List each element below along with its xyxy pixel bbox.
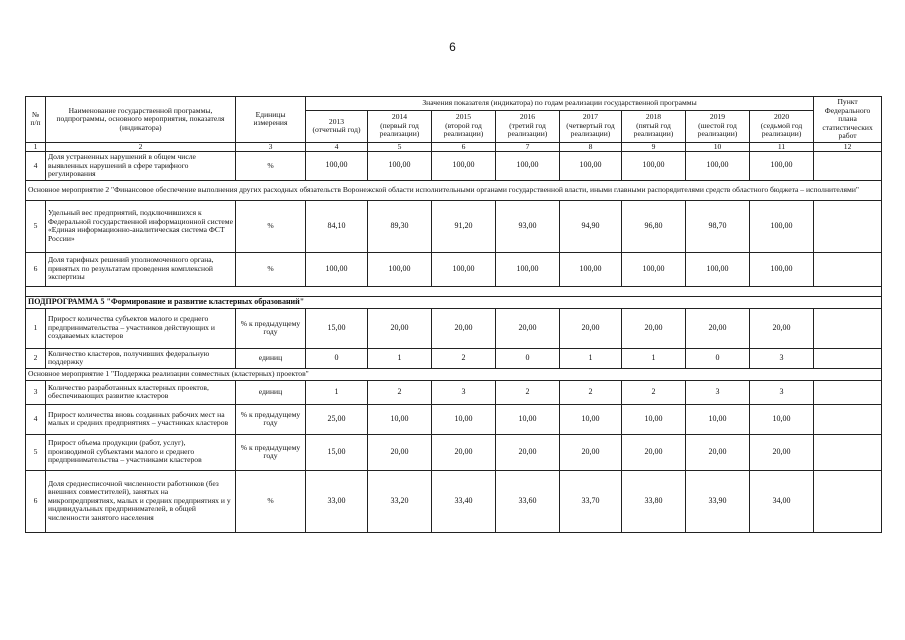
value-cell: 10,00	[368, 404, 432, 434]
indicator-name: Доля устраненных нарушений в общем числе выявленных нарушений в сфере тарифного регулирования	[46, 152, 236, 181]
value-cell: 20,00	[686, 434, 750, 470]
value-cell: 3	[750, 380, 814, 404]
value-cell: 2	[560, 380, 622, 404]
value-cell: 100,00	[496, 252, 560, 286]
row-number: 4	[26, 404, 46, 434]
row-number: 5	[26, 434, 46, 470]
value-cell: 20,00	[622, 434, 686, 470]
unit-cell: %	[236, 200, 306, 252]
column-number: 9	[622, 142, 686, 152]
indicators-table	[25, 96, 882, 533]
value-cell: 20,00	[496, 434, 560, 470]
value-cell: 10,00	[432, 404, 496, 434]
header-year-note: (шестой год реализации)	[697, 120, 738, 139]
plan-cell	[814, 308, 882, 348]
column-number: 12	[814, 142, 882, 152]
header-year-label: 2017	[582, 112, 599, 122]
value-cell: 100,00	[750, 152, 814, 181]
value-cell: 100,00	[686, 152, 750, 181]
value-cell: 100,00	[750, 252, 814, 286]
value-cell: 10,00	[686, 404, 750, 434]
value-cell: 20,00	[750, 308, 814, 348]
header-year-2014	[368, 110, 432, 142]
header-unit: Единицы измерения	[236, 97, 306, 143]
value-cell: 96,80	[622, 200, 686, 252]
value-cell: 33,40	[432, 470, 496, 532]
indicator-name: Доля среднесписочной численности работников (без внешних совместителей), занятых на микропредприятиях, малых и средних предприятиях и у индивидуальных предпринимателей, в общей численности занятого населения	[46, 470, 236, 532]
column-number: 1	[26, 142, 46, 152]
empty-row	[26, 286, 882, 296]
table-row	[26, 470, 882, 532]
value-cell: 94,90	[560, 200, 622, 252]
table-row	[26, 308, 882, 348]
value-cell: 2	[496, 380, 560, 404]
value-cell: 33,90	[686, 470, 750, 532]
indicator-name: Количество кластеров, получивших федеральную поддержку	[46, 348, 236, 368]
table-row	[26, 286, 882, 296]
header-year-label: 2020	[773, 112, 790, 122]
header-name: Наименование государственной программы, подпрограммы, основного мероприятия, показателя (индикатора)	[46, 97, 236, 143]
header-year-label: 2015	[455, 112, 472, 122]
value-cell: 91,20	[432, 200, 496, 252]
value-cell: 100,00	[622, 152, 686, 181]
header-plan: Пункт Федерального плана статистических работ	[814, 97, 882, 143]
column-number: 4	[306, 142, 368, 152]
plan-cell	[814, 404, 882, 434]
indicator-name: Доля тарифных решений уполномоченного органа, принятых по результатам проведения комплексной экспертизы	[46, 252, 236, 286]
row-number: 5	[26, 200, 46, 252]
value-cell: 0	[686, 348, 750, 368]
value-cell: 15,00	[306, 308, 368, 348]
value-cell: 10,00	[622, 404, 686, 434]
row-number: 4	[26, 152, 46, 181]
table-row	[26, 200, 882, 252]
value-cell: 1	[306, 380, 368, 404]
indicator-name: Прирост количества вновь созданных рабочих мест на малых и средних предприятиях – участниках кластеров	[46, 404, 236, 434]
header-year-label: 2018	[645, 112, 662, 122]
header-year-2018	[622, 110, 686, 142]
unit-cell: %	[236, 470, 306, 532]
value-cell: 10,00	[750, 404, 814, 434]
table-row	[26, 368, 882, 380]
plan-cell	[814, 200, 882, 252]
row-number: 2	[26, 348, 46, 368]
header-year-2016	[496, 110, 560, 142]
value-cell: 25,00	[306, 404, 368, 434]
plan-cell	[814, 380, 882, 404]
value-cell: 2	[622, 380, 686, 404]
value-cell: 100,00	[560, 152, 622, 181]
header-year-note: (пятый год реализации)	[633, 120, 674, 139]
header-year-label: 2016	[519, 112, 536, 122]
column-number: 5	[368, 142, 432, 152]
table-row	[26, 296, 882, 308]
value-cell: 100,00	[306, 152, 368, 181]
column-number: 2	[46, 142, 236, 152]
page-number: 6	[449, 40, 456, 54]
unit-cell: % к предыдущему году	[236, 308, 306, 348]
header-year-2015	[432, 110, 496, 142]
value-cell: 1	[622, 348, 686, 368]
column-number: 6	[432, 142, 496, 152]
header-year-2019	[686, 110, 750, 142]
value-cell: 33,60	[496, 470, 560, 532]
unit-cell: % к предыдущему году	[236, 434, 306, 470]
plan-cell	[814, 470, 882, 532]
value-cell: 20,00	[622, 308, 686, 348]
value-cell: 20,00	[368, 434, 432, 470]
header-year-note: (первый год реализации)	[379, 120, 420, 139]
value-cell: 100,00	[432, 252, 496, 286]
value-cell: 20,00	[686, 308, 750, 348]
value-cell: 3	[432, 380, 496, 404]
header-year-note: (второй год реализации)	[443, 120, 484, 139]
plan-cell	[814, 434, 882, 470]
table-row	[26, 152, 882, 181]
value-cell: 33,00	[306, 470, 368, 532]
row-number: 6	[26, 252, 46, 286]
plan-cell	[814, 252, 882, 286]
table-row	[26, 434, 882, 470]
value-cell: 20,00	[750, 434, 814, 470]
value-cell: 89,30	[368, 200, 432, 252]
value-cell: 20,00	[560, 308, 622, 348]
value-cell: 20,00	[432, 434, 496, 470]
value-cell: 20,00	[432, 308, 496, 348]
header-year-label: 2014	[391, 112, 408, 122]
header-year-note: (седьмой год реализации)	[760, 120, 803, 139]
row-number: 6	[26, 470, 46, 532]
value-cell: 0	[496, 348, 560, 368]
unit-cell: % к предыдущему году	[236, 404, 306, 434]
value-cell: 10,00	[496, 404, 560, 434]
unit-cell: %	[236, 152, 306, 181]
header-year-label: 2013	[328, 116, 345, 126]
value-cell: 33,20	[368, 470, 432, 532]
value-cell: 98,70	[686, 200, 750, 252]
indicator-name: Прирост объема продукции (работ, услуг), производимой субъектами малого и среднего предпринимательства – участниками кластеров	[46, 434, 236, 470]
value-cell: 2	[432, 348, 496, 368]
header-year-note: (отчетный год)	[312, 125, 361, 135]
table-row	[26, 404, 882, 434]
column-number: 8	[560, 142, 622, 152]
header-year-2013	[306, 110, 368, 142]
header-year-2017	[560, 110, 622, 142]
value-cell: 100,00	[560, 252, 622, 286]
table-row	[26, 252, 882, 286]
value-cell: 100,00	[496, 152, 560, 181]
unit-cell: %	[236, 252, 306, 286]
value-cell: 84,10	[306, 200, 368, 252]
value-cell: 33,70	[560, 470, 622, 532]
value-cell: 34,00	[750, 470, 814, 532]
measure-title: Основное мероприятие 2 "Финансовое обеспечение выполнения других расходных обязательств Воронежской области исполнительными органами государственной власти, иными главными распорядителями средств областного бюджета – исполнителями"	[26, 180, 882, 200]
value-cell: 20,00	[368, 308, 432, 348]
value-cell: 100,00	[368, 152, 432, 181]
header-year-label: 2019	[709, 112, 726, 122]
indicator-name: Количество разработанных кластерных проектов, обеспечивающих развитие кластеров	[46, 380, 236, 404]
header-num: № п/п	[26, 97, 46, 143]
value-cell: 100,00	[686, 252, 750, 286]
value-cell: 100,00	[368, 252, 432, 286]
column-number: 3	[236, 142, 306, 152]
indicator-name: Прирост количества субъектов малого и среднего предпринимательства – участников действующих и создаваемых кластеров	[46, 308, 236, 348]
row-number: 1	[26, 308, 46, 348]
unit-cell: единиц	[236, 348, 306, 368]
value-cell: 15,00	[306, 434, 368, 470]
column-number: 10	[686, 142, 750, 152]
indicator-name: Удельный вес предприятий, подключившихся к Федеральной государственной информационной системе «Единая информационно-аналитическая система ФСТ России»	[46, 200, 236, 252]
value-cell: 100,00	[750, 200, 814, 252]
table-row	[26, 348, 882, 368]
value-cell: 20,00	[496, 308, 560, 348]
plan-cell	[814, 348, 882, 368]
subprogram-title: ПОДПРОГРАММА 5 "Формирование и развитие кластерных образований"	[26, 296, 882, 308]
value-cell: 1	[368, 348, 432, 368]
header-year-note: (четвертый год реализации)	[566, 120, 615, 139]
value-cell: 100,00	[622, 252, 686, 286]
header-year-note: (третий год реализации)	[507, 120, 548, 139]
table-row	[26, 180, 882, 200]
value-cell: 3	[686, 380, 750, 404]
unit-cell: единиц	[236, 380, 306, 404]
value-cell: 0	[306, 348, 368, 368]
column-number: 7	[496, 142, 560, 152]
value-cell: 93,00	[496, 200, 560, 252]
value-cell: 10,00	[560, 404, 622, 434]
measure-title: Основное мероприятие 1 "Поддержка реализации совместных (кластерных) проектов"	[26, 368, 882, 380]
header-year-2020	[750, 110, 814, 142]
value-cell: 100,00	[432, 152, 496, 181]
value-cell: 1	[560, 348, 622, 368]
row-number: 3	[26, 380, 46, 404]
value-cell: 3	[750, 348, 814, 368]
value-cell: 2	[368, 380, 432, 404]
value-cell: 33,80	[622, 470, 686, 532]
header-values-title: Значения показателя (индикатора) по годам реализации государственной программы	[306, 97, 814, 111]
value-cell: 20,00	[560, 434, 622, 470]
plan-cell	[814, 152, 882, 181]
column-number: 11	[750, 142, 814, 152]
value-cell: 100,00	[306, 252, 368, 286]
table-row	[26, 380, 882, 404]
